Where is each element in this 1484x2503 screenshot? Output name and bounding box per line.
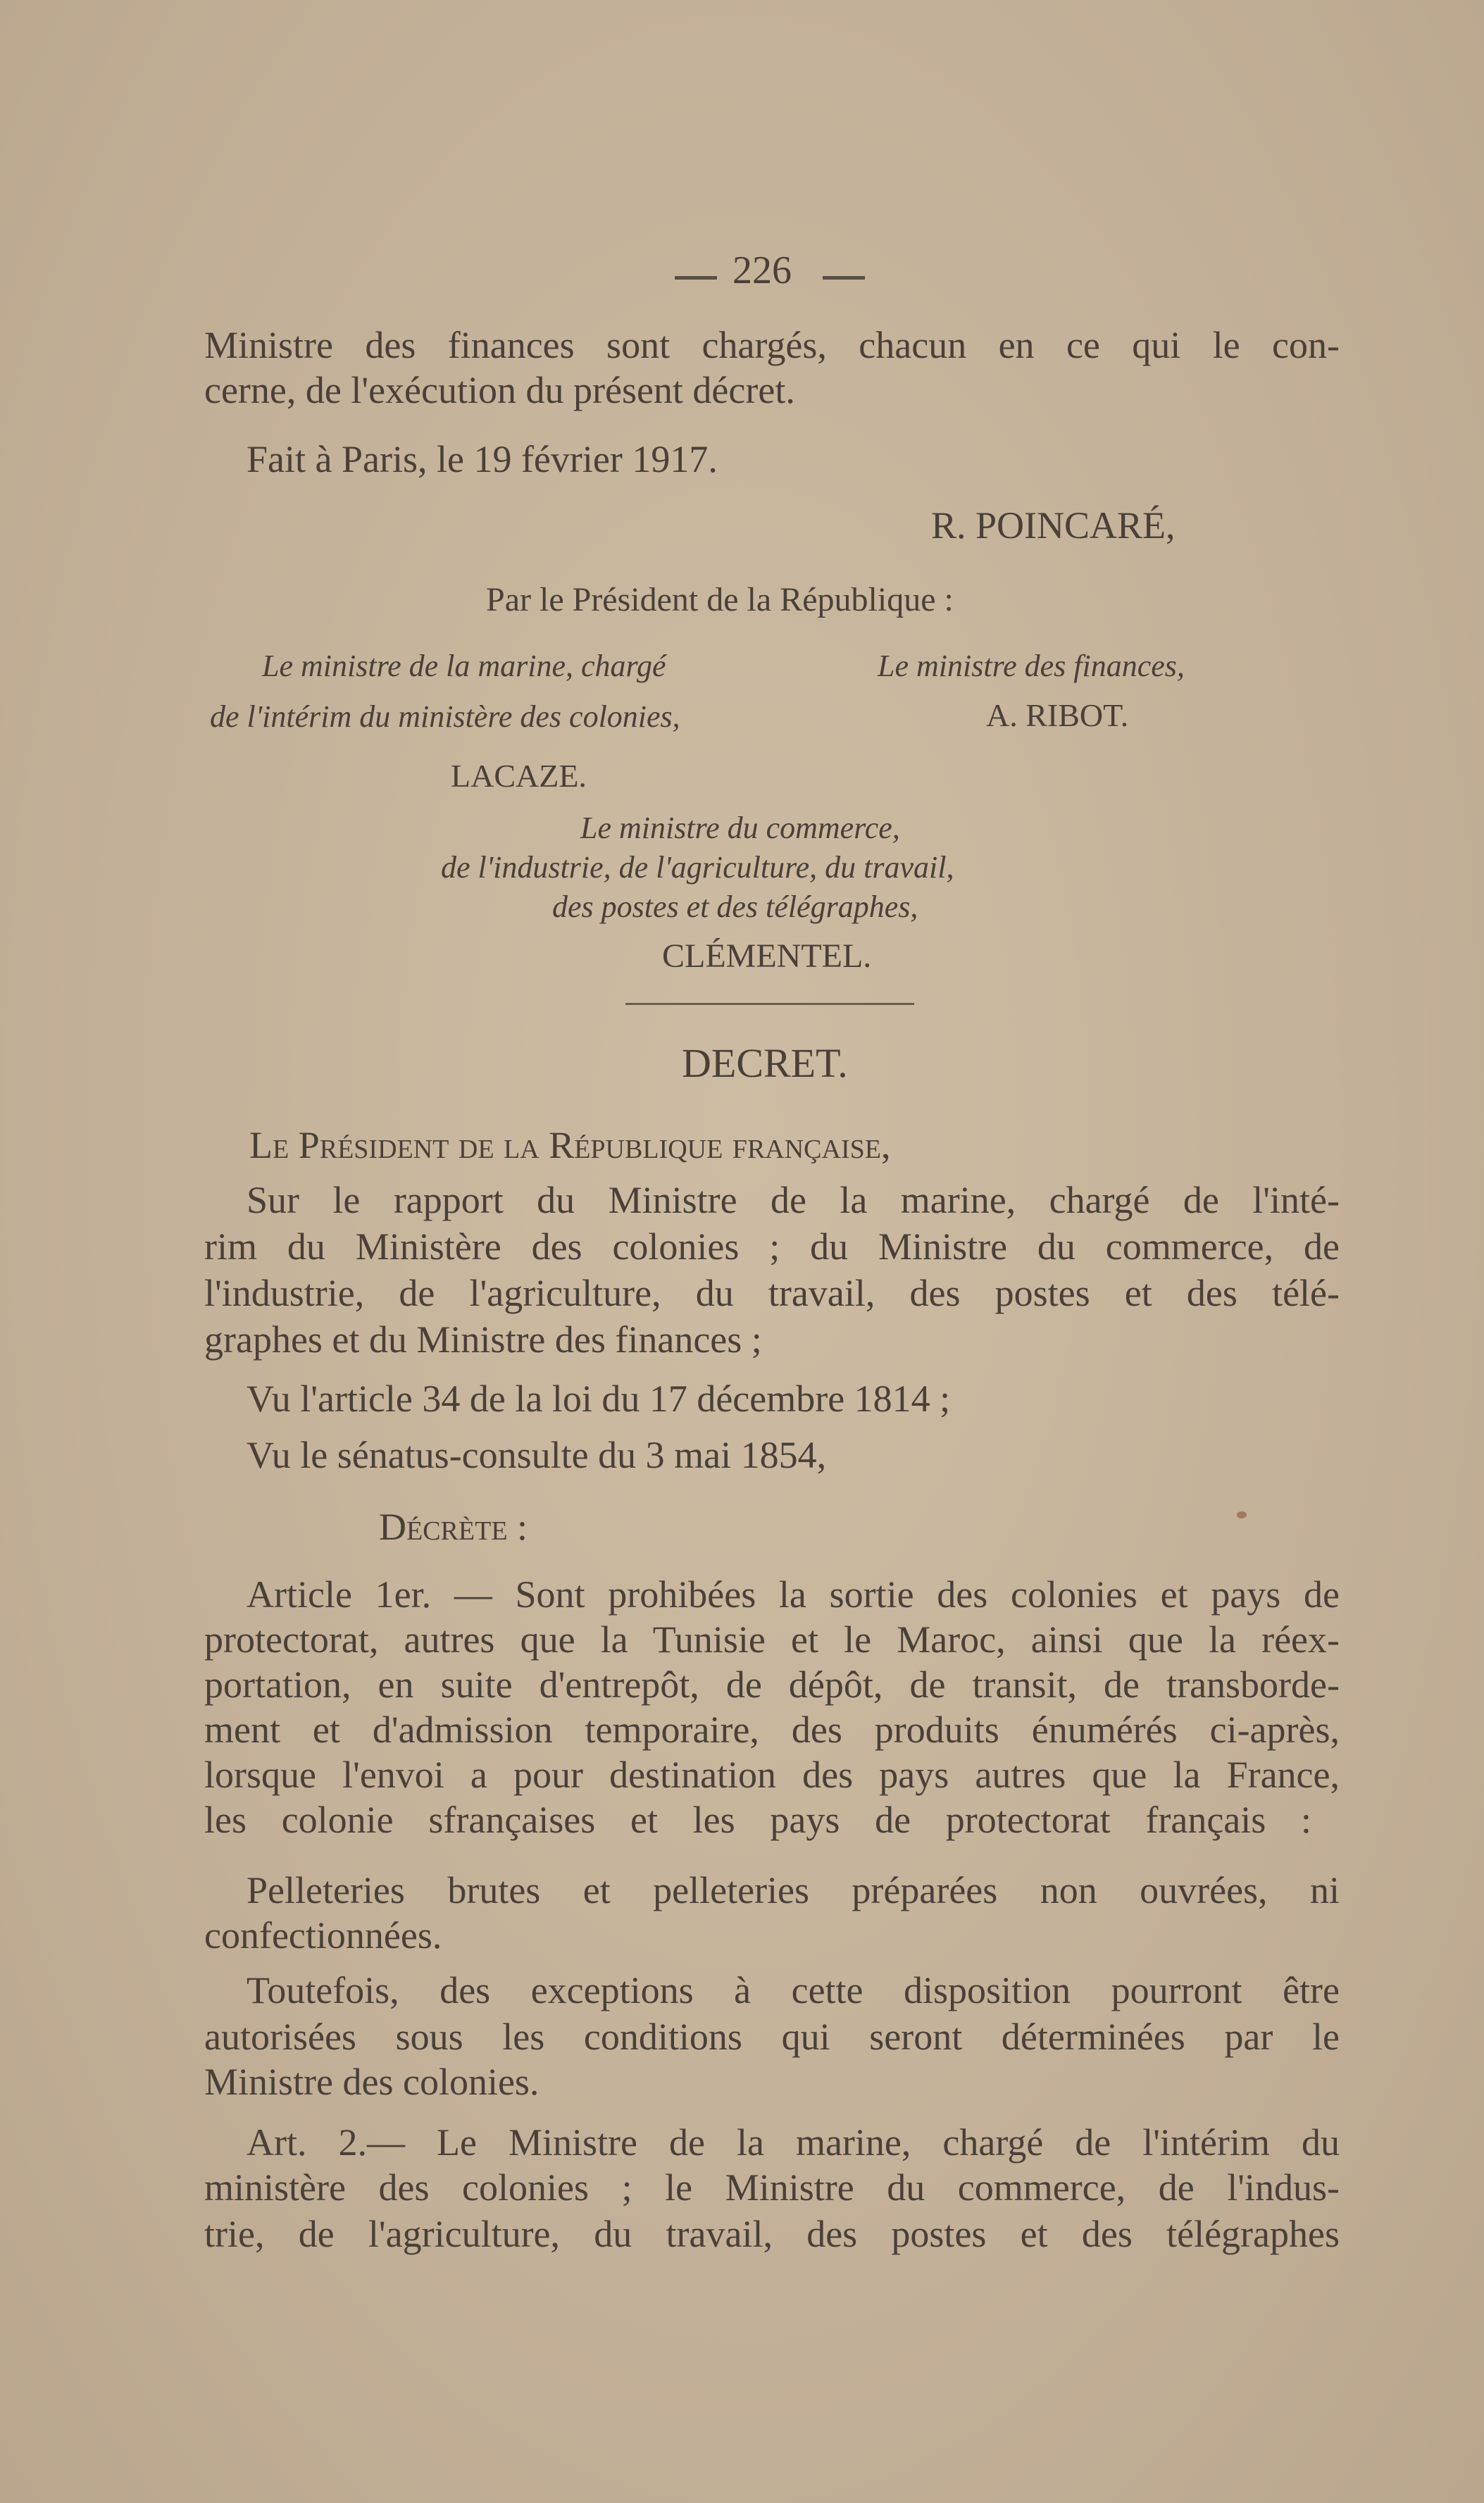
ink-speck [1237, 1511, 1247, 1518]
signature-name: LACAZE. [451, 758, 587, 794]
text-line: Art. 2.— Le Ministre de la marine, chargé de l'intérim du [247, 2121, 1340, 2164]
text-line: Le ministre de la marine, chargé [262, 649, 666, 683]
text-line: Ministre des finances sont chargés, chacun en ce qui le con- [204, 324, 1340, 366]
text-line: autorisées sous les conditions qui seront déterminées par le [204, 2016, 1340, 2058]
text-line: cerne, de l'exécution du présent décret. [204, 369, 795, 411]
text-line: les colonie sfrançaises et les pays de protectorat français : [204, 1799, 1311, 1841]
text-line: ministère des colonies ; le Ministre du commerce, de l'indus- [204, 2166, 1340, 2209]
text-line: Vu l'article 34 de la loi du 17 décembre 1814 ; [247, 1378, 951, 1420]
section-title: Décrète : [379, 1506, 528, 1548]
signature-name: A. RIBOT. [986, 697, 1129, 733]
text-line: Par le Président de la République : [486, 581, 954, 618]
text-line: des postes et des télégraphes, [552, 890, 918, 924]
text-line: graphes et du Ministre des finances ; [204, 1318, 762, 1361]
text-line: Fait à Paris, le 19 février 1917. [247, 438, 718, 480]
text-line: Pelleteries brutes et pelleteries préparées non ouvrées, ni [247, 1869, 1340, 1911]
text-line: lorsque l'envoi a pour destination des pays autres que la France, [204, 1754, 1340, 1796]
text-line: Le ministre des finances, [878, 649, 1185, 683]
text-line: de l'intérim du ministère des colonies, [210, 699, 680, 734]
page-number-dash-left [675, 276, 717, 280]
text-line: confectionnées. [204, 1914, 442, 1956]
text-line: Article 1er. — Sont prohibées la sortie des colonies et pays de [247, 1573, 1340, 1616]
text-line: Sur le rapport du Ministre de la marine, chargé de l'inté- [247, 1179, 1340, 1221]
page-number-dash-right [823, 276, 865, 280]
text-line: Toutefois, des exceptions à cette disposition pourront être [247, 1969, 1340, 2011]
text-line: de l'industrie, de l'agriculture, du travail, [441, 850, 954, 885]
text-line: l'industrie, de l'agriculture, du travail, des postes et des télé- [204, 1272, 1340, 1314]
text-line: Ministre des colonies. [204, 2061, 540, 2103]
text-line: Le Président de la République française, [249, 1124, 891, 1166]
signature-name: CLÉMENTEL. [662, 937, 872, 975]
signature-name: R. POINCARÉ, [931, 504, 1176, 547]
section-divider [625, 1003, 914, 1005]
section-title: DECRET. [682, 1040, 848, 1086]
text-line: rim du Ministère des colonies ; du Ministre du commerce, de [204, 1225, 1340, 1268]
text-line: ment et d'admission temporaire, des produits énumérés ci-après, [204, 1709, 1340, 1751]
text-line: Le ministre du commerce, [580, 811, 900, 845]
text-line: trie, de l'agriculture, du travail, des postes et des télégraphes [204, 2213, 1340, 2255]
text-line: Vu le sénatus-consulte du 3 mai 1854, [247, 1434, 827, 1476]
page-number: 226 [732, 249, 792, 292]
text-line: portation, en suite d'entrepôt, de dépôt, de transit, de transborde- [204, 1664, 1340, 1706]
text-line: protectorat, autres que la Tunisie et le Maroc, ainsi que la réex- [204, 1618, 1340, 1661]
